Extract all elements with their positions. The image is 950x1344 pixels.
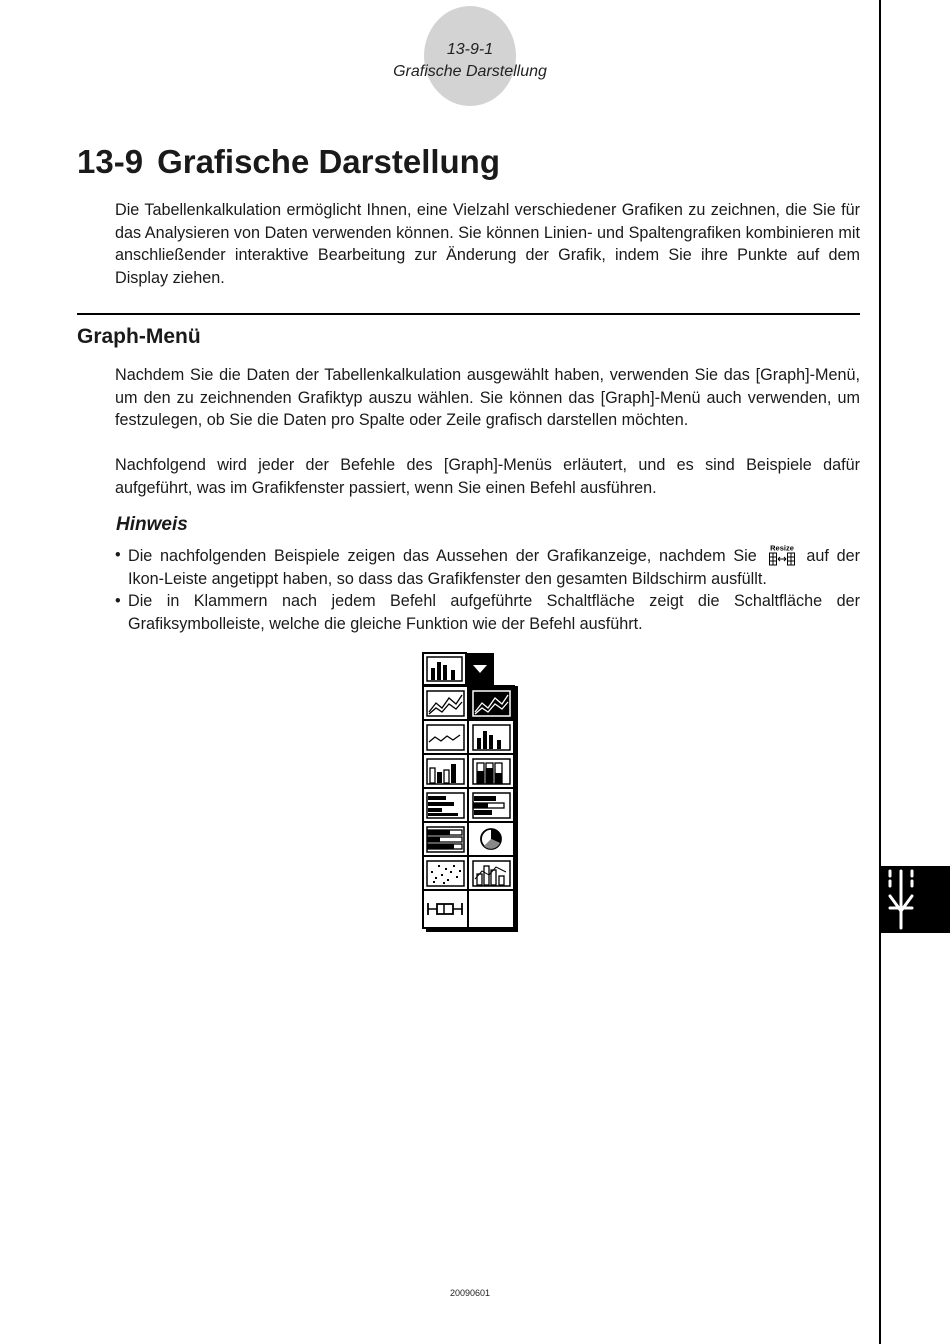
- page-number: 13-9-1: [446, 41, 494, 58]
- note-item-1-text-a: Die nachfolgenden Beispiele zeigen das Aussehen der Grafikanzeige, nachdem Sie: [128, 547, 765, 565]
- intro-paragraph: Die Tabellenkalkulation ermöglicht Ihnen, eine Vielzahl verschiedener Grafiken zu zeichnen, die Sie für das Analysieren von Daten verwenden können. Sie können Linien- und Spaltengrafiken kombinieren mit anschließender interaktive Bearbeitung zur Änderung der Grafik, indem Sie ihre Punkte auf dem Display ziehen.: [115, 201, 860, 287]
- note-list: [115, 544, 860, 635]
- section-title: Grafische Darstellung: [157, 143, 501, 180]
- pie-chart-icon[interactable]: [481, 829, 501, 849]
- subsection-title: Graph-Menü: [77, 325, 201, 348]
- graph-menu-paragraph-2: Nachfolgend wird jeder der Befehle des [Graph]-Menüs erläutert, und es sind Beispiele dafür aufgeführt, was im Grafikfenster passiert, wenn Sie einen Befehl ausführen.: [115, 456, 860, 497]
- section-heading: [77, 143, 500, 181]
- footer-code: 20090601: [449, 1288, 491, 1298]
- note-item: • Die in Klammern nach jedem Befehl aufgeführte Schaltfläche zeigt die Schaltfläche der Grafiksymbolleiste, welche die gleiche Funktion wie der Befehl ausführt.: [115, 590, 860, 635]
- line-chart-filled-icon[interactable]: [469, 687, 513, 719]
- chapter-tab: [881, 866, 950, 933]
- section-number: 13-9: [77, 143, 144, 180]
- resize-icon-label: Resize: [769, 544, 794, 553]
- dropdown-arrow-icon[interactable]: [467, 653, 494, 685]
- graph-menu-paragraph-1: Nachdem Sie die Daten der Tabellenkalkulation ausgewählt haben, verwenden Sie das [Graph]-Menü, um den zu zeichnenden Grafiktyp auszu wählen. Sie können das [Graph]-Menü auch verwenden, um festzulegen, ob Sie die Daten pro Spalte oder Zeile grafisch darstellen möchten.: [115, 366, 860, 430]
- running-header-title: Grafische Darstellung: [393, 63, 547, 80]
- section-divider: [77, 313, 860, 315]
- note-item: [115, 544, 860, 590]
- resize-icon: [767, 544, 797, 566]
- right-margin-rule: [879, 0, 881, 1344]
- note-item-1-text-b: auf der Ikon-Leiste angetippt haben, so dass das Grafikfenster den gesamten Bildschirm ausfüllt.: [128, 547, 860, 588]
- note-title: Hinweis: [116, 514, 188, 535]
- spreadsheet-chapter-icon: [881, 866, 950, 933]
- bar-chart-icon[interactable]: [423, 653, 466, 685]
- graph-menu-figure: [422, 652, 520, 934]
